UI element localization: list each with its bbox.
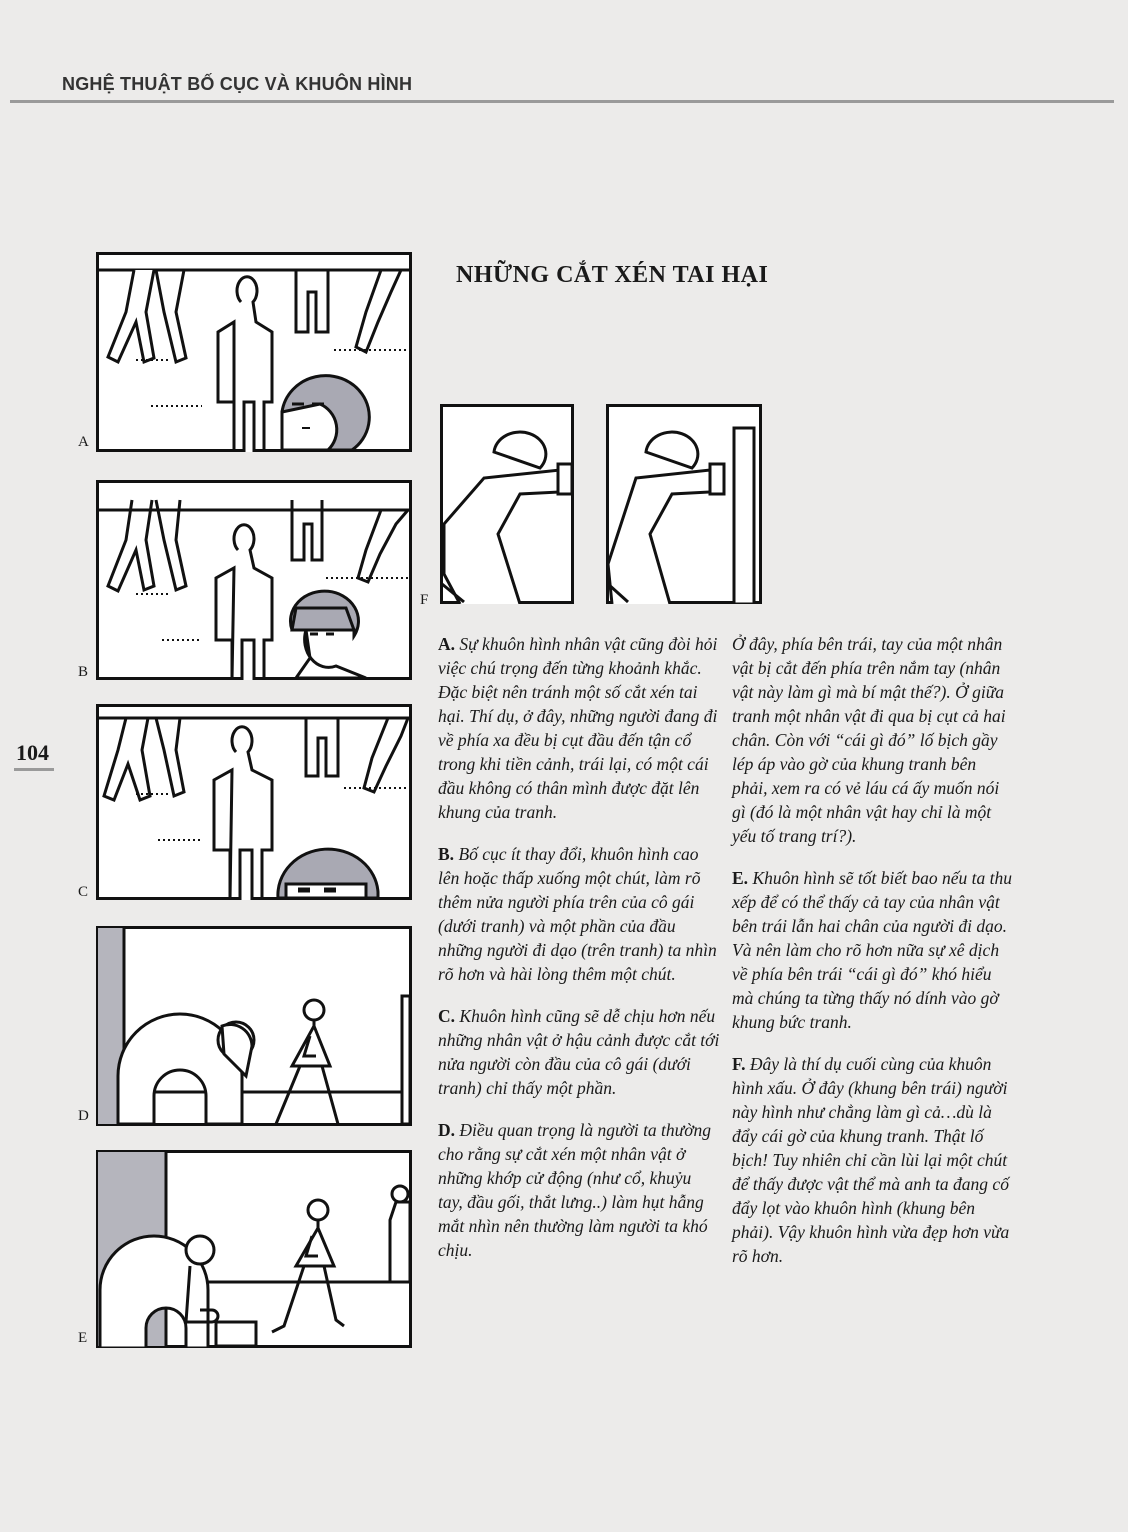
paragraph-f: [732, 1052, 1012, 1268]
paragraph-b: [438, 842, 720, 986]
panel-b-label: B: [78, 664, 89, 680]
panel-c-label: C: [78, 884, 89, 900]
panel-b-illustration: [96, 480, 412, 680]
paragraph-c: [438, 1004, 720, 1100]
running-head: NGHỆ THUẬT BỐ CỤC VÀ KHUÔN HÌNH: [62, 74, 413, 94]
panel-f-label: F: [420, 592, 429, 608]
page-number-rule: [14, 768, 54, 771]
paragraph-c-text: Khuôn hình cũng sẽ dễ chịu hơn nếu những nhân vật ở hậu cảnh được cắt tới nửa người còn đầu của cô gái (dưới tranh) chỉ thấy một phần.: [438, 1006, 720, 1098]
paragraph-a-letter: A.: [438, 634, 456, 654]
panel-d-illustration: [96, 926, 412, 1126]
paragraph-f-letter: F.: [732, 1054, 746, 1074]
paragraph-e-letter: E.: [732, 868, 749, 888]
paragraph-d-text: Điều quan trọng là người ta thường cho rằng sự cắt xén một nhân vật ở những khớp cử động (như cổ, khuỷu tay, đầu gối, thắt lưng..) làm hụt hẫng mắt nhìn nên thường làm người ta khó chịu.: [438, 1120, 712, 1260]
panel-e-illustration: [96, 1150, 412, 1348]
panel-a-illustration: [96, 252, 412, 452]
paragraph-e-text: Khuôn hình sẽ tốt biết bao nếu ta thu xếp để có thể thấy cả tay của nhân vật bên trái lẫn hai chân của người đi dạo. Và nên làm cho rõ hơn nữa sự xê dịch về phía bên trái “cái gì đó” khó hiểu mà chúng ta từng thấy nó dính vào gờ khung bức tranh.: [732, 868, 1013, 1032]
paragraph-d-letter: D.: [438, 1120, 456, 1140]
text-column-left: [438, 632, 720, 1280]
panel-c-illustration: [96, 704, 412, 900]
paragraph-a-text: Sự khuôn hình nhân vật cũng đòi hỏi việc chú trọng đến từng khoảnh khắc. Đặc biệt nên tránh một số cắt xén tai hại. Thí dụ, ở đây, những người đang đi về phía xa đều bị cụt đầu đến tận cổ trong khi tiền cảnh, trái lại, có một cái đầu không có thân mình được đặt lên khung của tranh.: [438, 634, 718, 822]
paragraph-d-continued: [732, 632, 1012, 848]
paragraph-b-text: Bố cục ít thay đổi, khuôn hình cao lên hoặc thấp xuống một chút, làm rõ thêm nửa người phía trên của cô gái (dưới tranh) và một phần của đầu những người đi dạo (trên tranh) ta nhìn rõ hơn và hài lòng thêm một chút.: [438, 844, 717, 984]
text-column-right: [732, 632, 1012, 1286]
panel-f-left-illustration: [440, 404, 574, 604]
paragraph-f-text: Đây là thí dụ cuối cùng của khuôn hình xấu. Ở đây (khung bên trái) người này hình như chẳng làm gì cả…dù là đẩy cái gờ của khung tranh. Thật lố bịch! Tuy nhiên chỉ cần lùi lại một chút để thấy được vật thể mà anh ta đang cố đẩy lọt vào khuôn hình (khung bên phải). Vậy khuôn hình vừa đẹp hơn vừa rõ hơn.: [732, 1054, 1010, 1266]
paragraph-d: [438, 1118, 720, 1262]
header-rule: [10, 100, 1114, 103]
panel-a-label: A: [78, 434, 89, 450]
paragraph-d-continued-text: Ở đây, phía bên trái, tay của một nhân vật bị cắt đến phía trên nắm tay (nhân vật này làm gì mà bí mật thế?). Ở giữa tranh một nhân vật đi qua bị cụt cả hai chân. Còn với “cái gì đó” lố bịch gầy lép áp vào gờ của khung tranh bên phải, xem ra có vẻ láu cá ấy muốn nói gì (đó là một nhân vật hay chỉ là một yếu tố trang trí?).: [732, 634, 1006, 846]
page-number: 104: [16, 740, 49, 765]
paragraph-e: [732, 866, 1012, 1034]
paragraph-b-letter: B.: [438, 844, 455, 864]
panel-e-label: E: [78, 1330, 88, 1346]
paragraph-a: [438, 632, 720, 824]
panel-d-label: D: [78, 1108, 89, 1124]
section-title: NHỮNG CẮT XÉN TAI HẠI: [456, 262, 769, 288]
paragraph-c-letter: C.: [438, 1006, 456, 1026]
panel-f-right-illustration: [606, 404, 762, 604]
